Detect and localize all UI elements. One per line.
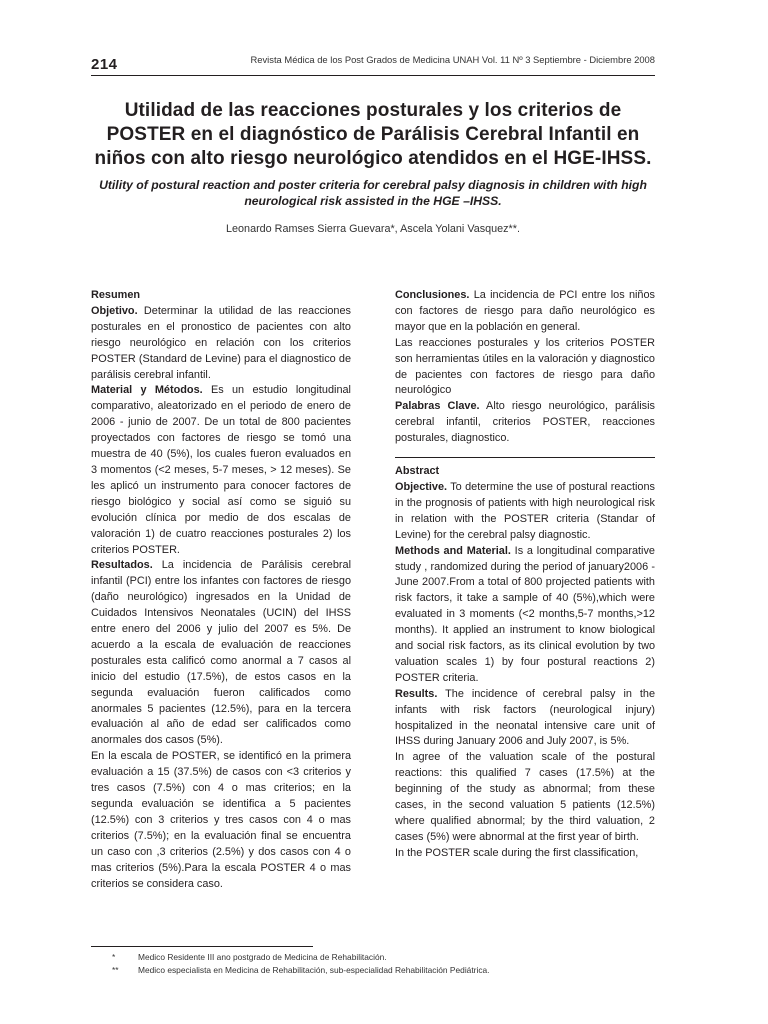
- objetivo-label: Objetivo.: [91, 304, 138, 317]
- footnote: [112, 951, 490, 964]
- objective-label: Objective.: [395, 480, 448, 493]
- objetivo-paragraph: [91, 304, 351, 384]
- authors: Leonardo Ramses Sierra Guevara*, Ascela Yolani Vasquez**.: [226, 223, 520, 235]
- material-paragraph: [91, 383, 351, 558]
- objetivo-text: Determinar la utilidad de las reacciones posturales en el pronostico de pacientes con alto riesgo neurológico en relación con los criterios POSTER (Standard de Levine) para el diagnostico de parálisis cerebral infantil.: [91, 304, 351, 381]
- footnote-text: Medico Residente III ano postgrado de Medicina de Rehabilitación.: [138, 952, 387, 962]
- methods-label: Methods and Material.: [395, 544, 511, 557]
- title-block: [91, 99, 655, 235]
- header-rule: [91, 75, 655, 76]
- material-label: Material y Métodos.: [91, 384, 203, 397]
- conclusiones-text: La incidencia de PCI entre los niños con factores de riesgo para daño neurológico es mayor que en la población en general.: [395, 289, 655, 333]
- conclusiones-label: Conclusiones.: [395, 289, 470, 301]
- footnote-mark: **: [112, 965, 119, 975]
- resultados-text: La incidencia de Parálisis cerebral infantil (PCI) entre los infantes con factores de riesgo (daño neurológico) ingresados en la Unidad de Cuidados Intensivos Neonatales (UCIN) del IHSS entre enero del 2006 y julio del 2007 es 5%. De acuerdo a la escala de evaluación de reacciones posturales esta calificó como anormal a 7 casos al inicio del estudio (17.5%), de estos casos en la segunda evaluación fueron calificados como anormales 5 pacientes (12.5%), para en la tercera evaluación al año de edad ser calificados como anormales dos casos (5%).: [91, 559, 351, 747]
- right-column: [395, 288, 655, 862]
- resultados-label: Resultados.: [91, 559, 153, 572]
- results-label: Results.: [395, 687, 438, 700]
- palabras-text: Alto riesgo neurológico, parálisis cerebral infantil, criterios POSTER, reacciones posturales, diagnostico.: [395, 400, 655, 445]
- article-title: Utilidad de las reacciones posturales y los criterios de POSTER en el diagnóstico de Parálisis Cerebral Infantil en niños con alto riesgo neurológico atendidos en el HGE-IHSS.: [94, 100, 652, 169]
- footnote-mark: *: [112, 952, 116, 962]
- resumen-heading: Resumen: [91, 289, 141, 301]
- running-header: Revista Médica de los Post Grados de Medicina UNAH Vol. 11 Nº 3 Septiembre - Diciembre 2008: [250, 54, 655, 65]
- footnote-text: Medico especialista en Medicina de Rehabilitación, sub-especialidad Rehabilitación Pediátrica.: [138, 965, 490, 975]
- methods-text: Is a longitudinal comparative study , randomized during the period of january2006 - June 2007.From a total of 800 projected patients with risk factors, it take a sample of 40 (5%),which were evaluated in 3 moments (<2 months,5-7 months,>12 months). It applied an instrument to know biological and social risk factors, as its clinical evolution by two valuation scales 1) by four postural reactions 2) POSTER criteria.: [395, 544, 655, 684]
- poster-en-paragraph: In the POSTER scale during the first classification,: [395, 846, 639, 859]
- poster-paragraph: En la escala de POSTER, se identificó en la primera evaluación a 15 (37.5%) de casos con <3 criterios y tres casos (7.5%) con 4 o mas criterios; en la segunda evaluación se identifica a 5 pacientes (12.5%) con 3 criterios y tres casos con 4 o mas criterios (7.5%); en la evaluación final se encuentra un caso con ,3 criterios (2.5%) y dos casos con 4 o mas criterios (5%).Para la escala POSTER 4 o mas criterios se considera caso.: [91, 750, 351, 890]
- material-text: Es un estudio longitudinal comparativo, aleatorizado en el periodo de enero de 2006 - junio de 2007. De un total de 800 pacientes proyectados con factores de riesgo se tomó una muestra de 40 (5%), los cuales fueron evaluados en 3 momentos (<2 meses, 5-7 meses, > 12 meses). Se les aplicó un instrumento para conocer factores de riesgo biológico y social así como se siguió su evolución clínica por medio de dos escalas de valoración 1) de cuatro reacciones posturales 2) los criterios POSTER.: [91, 384, 351, 556]
- conclusiones-paragraph-2: Las reacciones posturales y los criterios POSTER son herramientas útiles en la valoración y diagnostico de pacientes con factores de riesgo para daño neurológico: [395, 336, 655, 397]
- results-paragraph: [395, 687, 655, 751]
- footnote: [112, 964, 490, 977]
- agree-paragraph: In agree of the valuation scale of the postural reactions: this qualified 7 cases (17.5%) at the beginning of the study as abnormal; from these cases, in the second valuation 5 patients (12.5%) where qualified abnormal; by the third valuation, 2 cases (5%) were abnormal at the first year of birth.: [395, 751, 655, 843]
- methods-paragraph: [395, 544, 655, 687]
- conclusiones-paragraph: [395, 288, 655, 336]
- page-number: 214: [91, 56, 118, 73]
- palabras-paragraph: [395, 399, 655, 447]
- article-subtitle: Utility of postural reaction and poster criteria for cerebral palsy diagnosis in children with high neurological risk assisted in the HGE –IHSS.: [99, 178, 647, 208]
- footnote-rule: [91, 946, 313, 947]
- results-text: The incidence of cerebral palsy in the infants with risk factors (neurological injury) hospitalized in the neonatal intensive care unit of IHSS during January 2006 and July 2007, is 5%.: [395, 687, 655, 748]
- left-column: [91, 288, 351, 892]
- resultados-paragraph: [91, 558, 351, 749]
- footnotes: [112, 951, 490, 977]
- section-divider: [395, 457, 655, 458]
- abstract-heading: Abstract: [395, 465, 440, 478]
- objective-text: To determine the use of postural reactions in the prognosis of patients with high neurological risk in relation with the POSTER criteria (Standar of Levine) for the cerebral palsy diagnostic.: [395, 480, 655, 541]
- palabras-label: Palabras Clave.: [395, 400, 480, 413]
- objective-paragraph: [395, 480, 655, 544]
